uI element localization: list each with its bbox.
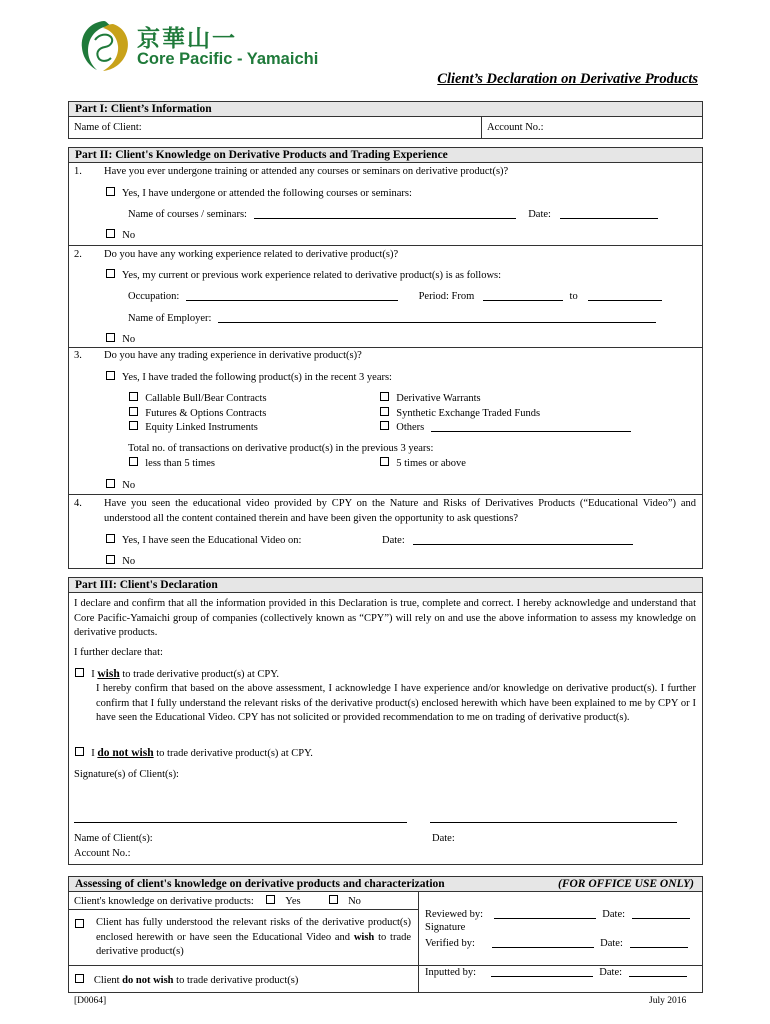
q3-no-label: No [122, 480, 136, 491]
q4-no-option[interactable] [106, 555, 135, 567]
office-verified-field[interactable] [492, 937, 594, 948]
q4-yes-checkbox[interactable] [106, 534, 115, 543]
q2-occupation-label: Occupation: [128, 291, 180, 302]
q4-no-checkbox[interactable] [106, 555, 115, 564]
q2-no-option[interactable] [106, 333, 135, 345]
office-reviewed-label: Reviewed by: [425, 909, 484, 920]
q3-eli-label: Equity Linked Instruments [145, 422, 258, 433]
wish-post: to trade derivative product(s) at CPY. [122, 669, 280, 680]
q3-more-option[interactable] [380, 457, 466, 469]
q3-others-label: Others [396, 422, 425, 433]
account-no-field[interactable] [555, 118, 700, 137]
office-verified-label: Verified by: [425, 938, 475, 949]
office-inputted-row [425, 966, 687, 978]
logo-chinese: 京華山一 [137, 26, 237, 52]
q3-product-cbbc[interactable] [129, 392, 267, 404]
q3-cbbc-label: Callable Bull/Bear Contracts [145, 393, 267, 404]
q1-yes-option[interactable] [106, 187, 412, 199]
office-no-label: No [348, 896, 361, 907]
part3-header: Part III: Client's Declaration [68, 577, 703, 593]
q1-number: 1. [74, 166, 82, 177]
office-reviewed-date-label: Date: [602, 909, 626, 920]
q2-question: Do you have any working experience related to derivative product(s)? [104, 249, 399, 260]
office-verified-row [425, 937, 688, 949]
q3-warrants-checkbox[interactable] [380, 392, 389, 401]
q3-others-field[interactable] [431, 421, 631, 432]
office-understood-wish: wish [353, 931, 375, 943]
q2-occupation-field[interactable] [186, 290, 398, 301]
form-code: [D0064] [74, 996, 107, 1006]
q3-more-label: 5 times or above [396, 458, 466, 469]
office-understood-checkbox-wrap[interactable] [75, 919, 86, 931]
client-name-field[interactable] [160, 118, 475, 137]
q3-product-etf[interactable] [380, 407, 540, 419]
q4-yes-option[interactable] [106, 534, 301, 546]
q2-employer-field[interactable] [218, 312, 656, 323]
office-inputted-label: Inputted by: [425, 967, 477, 978]
page-title: Client’s Declaration on Derivative Products [437, 71, 698, 87]
office-header-title: Assessing of client's knowledge on derivative products and characterization [75, 878, 445, 890]
q1-no-label: No [122, 230, 136, 241]
q4-date-label: Date: [382, 535, 405, 546]
q2-number: 2. [74, 249, 82, 260]
wish-word: wish [97, 668, 120, 680]
logo [73, 18, 333, 74]
q4-date-row [382, 534, 633, 546]
office-client-nowish-checkbox[interactable] [75, 974, 84, 983]
q3-others-checkbox[interactable] [380, 421, 389, 430]
q4-date-field[interactable] [413, 534, 633, 545]
q3-number: 3. [74, 350, 82, 361]
q3-futures-checkbox[interactable] [129, 407, 138, 416]
q3-futures-label: Futures & Options Contracts [145, 408, 267, 419]
office-understood-checkbox[interactable] [75, 919, 84, 928]
q3-no-option[interactable] [106, 479, 135, 491]
no-wish-checkbox[interactable] [75, 747, 84, 756]
declaration-text: I declare and confirm that all the information provided in this Declaration is true, complete and correct. I hereby acknowledge and understand that Core Pacific-Yamaichi group of companies (collectively known as “CPY”) will rely on and use the above information to assess my knowledge on derivative products. [74, 598, 696, 638]
office-reviewed-date-field[interactable] [632, 908, 690, 919]
signature-label: Signature(s) of Client(s): [74, 769, 179, 780]
q2-period-from-field[interactable] [483, 290, 563, 301]
office-yes-option[interactable] [266, 896, 303, 907]
q2-employer-label: Name of Employer: [128, 313, 212, 324]
nowish-post: to trade derivative product(s) at CPY. [156, 748, 313, 759]
office-inputted-date-field[interactable] [629, 966, 687, 977]
client-name-label: Name of Client: [74, 122, 142, 133]
q3-cbbc-checkbox[interactable] [129, 392, 138, 401]
client-names-label: Name of Client(s): [74, 833, 153, 844]
q3-eli-checkbox[interactable] [129, 421, 138, 430]
q2-yes-label: Yes, my current or previous work experience related to derivative product(s) is as follows: [121, 270, 502, 281]
q2-no-label: No [122, 334, 136, 345]
office-client-pre: Client [93, 975, 120, 986]
q1-question: Have you ever undergone training or attended any courses or seminars on derivative product(s)? [104, 166, 509, 177]
q2-yes-option[interactable] [106, 269, 501, 281]
logo-english: Core Pacific - Yamaichi [137, 50, 319, 68]
q3-etf-label: Synthetic Exchange Traded Funds [396, 408, 541, 419]
q3-less-option[interactable] [129, 457, 215, 469]
q2-period-label: Period: From [418, 291, 475, 302]
q3-no-checkbox[interactable] [106, 479, 115, 488]
part2-header: Part II: Client's Knowledge on Derivative Products and Trading Experience [68, 147, 703, 163]
signature-date-line[interactable] [430, 822, 677, 823]
office-yes-checkbox[interactable] [266, 895, 275, 904]
q3-question: Do you have any trading experience in derivative product(s)? [104, 350, 362, 361]
q1-no-option[interactable] [106, 229, 135, 241]
office-client-nowish: do not wish [122, 975, 174, 986]
office-reviewed-field[interactable] [494, 908, 596, 919]
office-signature-label: Signature [425, 922, 466, 933]
office-only-label: (FOR OFFICE USE ONLY) [558, 878, 694, 890]
wish-detail-text: I hereby confirm that based on the above assessment, I acknowledge I have experience and/or knowledge on derivative product(s). I further confirm that I fully understand the relevant risks of the derivative product(s) enclosed herewith which have been explained to me by CPY or I have seen the Educational Video. CPY has not solicited or provided recommendation to me on trading of derivative product(s). [96, 683, 696, 723]
office-no-checkbox[interactable] [329, 895, 338, 904]
office-understood-post: to trade derivative product(s) [96, 931, 412, 957]
q4-yes-label: Yes, I have seen the Educational Video on: [121, 535, 302, 546]
q3-product-eli[interactable] [129, 421, 258, 433]
q1-date-label: Date: [528, 209, 551, 220]
wish-option[interactable] [75, 668, 279, 680]
q2-occupation-row [128, 290, 662, 302]
q3-product-futures[interactable] [129, 407, 266, 419]
nowish-pre: I [91, 748, 95, 759]
office-yes-label: Yes [285, 896, 301, 907]
q2-employer-row [128, 312, 656, 324]
office-knowledge-row [74, 895, 361, 907]
q3-total-label: Total no. of transactions on derivative product(s) in the previous 3 years: [128, 443, 434, 454]
q4-number: 4. [74, 498, 82, 509]
office-understood-pre: Client has fully understood the relevant risks of the derivative product(s) enclosed herewith or have seen the Educational Video and [96, 917, 411, 943]
office-reviewed-row [425, 908, 690, 920]
decl-account-label: Account No.: [74, 848, 131, 859]
further-declare-label: I further declare that: [74, 647, 163, 658]
no-wish-option[interactable] [75, 747, 313, 759]
signature-line[interactable] [74, 822, 407, 823]
cpy-logo-icon [73, 18, 135, 72]
q3-etf-checkbox[interactable] [380, 407, 389, 416]
q3-yes-checkbox[interactable] [106, 371, 115, 380]
q3-less-label: less than 5 times [145, 458, 215, 469]
q3-yes-option[interactable] [106, 371, 392, 383]
office-knowledge-label: Client's knowledge on derivative products: [74, 896, 254, 907]
office-verified-date-field[interactable] [630, 937, 688, 948]
q2-period-to-field[interactable] [588, 290, 662, 301]
office-header [68, 876, 703, 892]
form-date: July 2016 [649, 996, 687, 1006]
wish-checkbox[interactable] [75, 668, 84, 677]
q3-product-warrants[interactable] [380, 392, 481, 404]
decl-date-label: Date: [432, 833, 455, 844]
office-understood-text [96, 916, 411, 960]
q1-courses-field[interactable] [254, 208, 516, 219]
account-no-label: Account No.: [487, 122, 544, 133]
q4-question: Have you seen the educational video provided by CPY on the Nature and Risks of Derivatives Products (“Educational Video”) and understood all the content contained therein and have been given the opportunity to ask questions? [104, 498, 696, 524]
q1-yes-label: Yes, I have undergone or attended the following courses or seminars: [121, 188, 412, 199]
q1-no-checkbox[interactable] [106, 229, 115, 238]
q3-more-checkbox[interactable] [380, 457, 389, 466]
q1-courses-label: Name of courses / seminars: [128, 209, 247, 220]
office-no-option[interactable] [329, 896, 361, 907]
q4-no-label: No [122, 556, 136, 567]
q3-yes-label: Yes, I have traded the following product(s) in the recent 3 years: [121, 372, 392, 383]
office-inputted-field[interactable] [491, 966, 593, 977]
wish-pre: I [91, 669, 95, 680]
q3-warrants-label: Derivative Warrants [396, 393, 481, 404]
part1-header: Part I: Client’s Information [68, 101, 703, 117]
q2-to-label: to [569, 291, 578, 302]
q2-yes-checkbox[interactable] [106, 269, 115, 278]
q3-less-checkbox[interactable] [129, 457, 138, 466]
q1-courses-row [128, 208, 658, 220]
office-client-post: to trade derivative product(s) [176, 975, 299, 986]
office-client-nowish-option[interactable] [75, 974, 298, 986]
office-inputted-date-label: Date: [599, 967, 623, 978]
office-verified-date-label: Date: [600, 938, 623, 949]
q1-yes-checkbox[interactable] [106, 187, 115, 196]
q2-no-checkbox[interactable] [106, 333, 115, 342]
q3-product-others[interactable] [380, 421, 631, 433]
q1-date-field[interactable] [560, 208, 658, 219]
nowish-word: do not wish [97, 747, 154, 759]
